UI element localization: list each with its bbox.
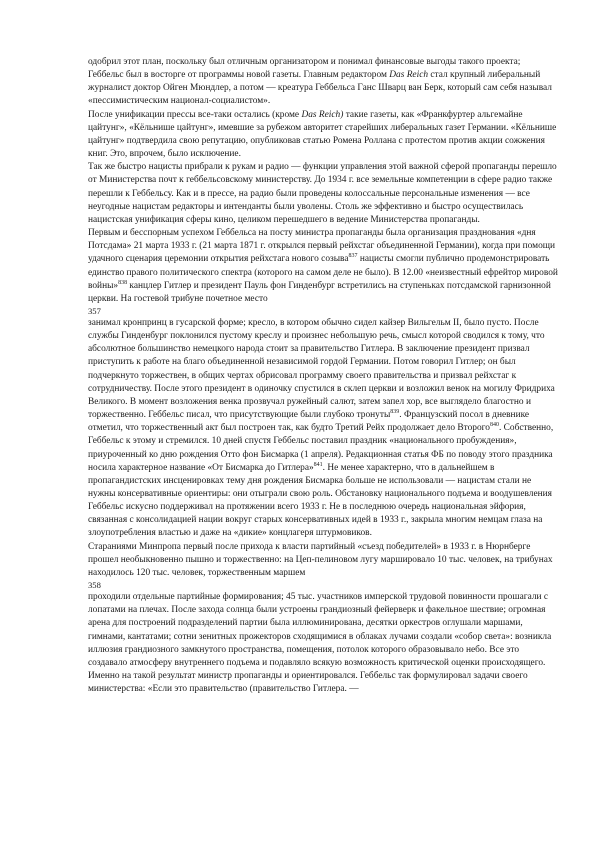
page-number-text: 358 — [88, 580, 101, 591]
text-run: . Не менее характерно, что в дальнейшем в пропагандистских инсценировках тему дня рождения Бисмарка больше не использовали — нацистам стали не нужны консервативные ориентиры: они отыграли свою роль. Обстановку национального подъема и воодушевления Геббельс искусно поддерживал на протяжении всего 1933 г. Не в последнюю очередь национальная эйфория, связанная с консолидацией нации вокруг старых консервативных идей в 1933 г., закрыла многим немцам глаза на злоупотребления властью и даже на «дикие» концлагеря штурмовиков. — [88, 462, 552, 539]
text-run: Первым и бесспорным успехом Геббельса на посту министра пропаганды была организация празднования «дня Потсдама» 21 марта 1933 г. (21 марта 1871 г. открылся первый рейхстаг объединенной Германии), когда при помощи удачного сценария церемонии открытия рейхстага нового созыва — [88, 228, 555, 265]
text-run: такие газеты, как «Франкфуртер альгемайне цайтунг», «Кёльнише цайтунг», имевшие за рубежом авторитет старейших либеральных газет Германии. «Кёльнише цайтунг» подтвердила свою репутацию, опубликовав статью Ромена Роллана с протестом против акции сожжения книг. Это, впрочем, было исключение. — [88, 109, 557, 160]
footnote-ref: 839 — [390, 408, 400, 415]
italic-title: Das Reich) — [301, 109, 344, 120]
document-page — [88, 56, 558, 696]
paragraph — [88, 161, 558, 227]
paragraph — [88, 56, 558, 109]
text-run: одобрил этот план, поскольку был отличным организатором и понимал финансовые выгоды такого проекта; Геббельс был в восторге от программы новой газеты. Главным редактором — [88, 57, 521, 81]
footnote-ref: 841 — [313, 461, 323, 468]
text-run: стал крупный либеральный журналист доктор Ойген Мюндлер, а потом — креатура Геббельса Ганс Шварц ван Берк, который сам себя называл «пессимистическим национал-социалистом». — [88, 70, 552, 107]
text-run: . Собственно, Геббельс к этому и стремился. 10 дней спустя Геббельс поставил праздник «национального пробуждения», приуроченный ко дню рождения Отто фон Бисмарка (1 апреля). Редакционная статья ФБ по поводу этого праздника носила характерное название «От Бисмарка до Гитлера» — [88, 423, 554, 473]
text-run: проходили отдельные партийные формирования; 45 тыс. участников имперской трудовой повинности прошагали с лопатами на плечах. После захода солнца были устроены грандиозный фейерверк и факельное шествие; огромная арена для построений подразделений партии была иллюминирована, десятки оркестров оглушали маршами, гимнами, кантатами; сотни зенитных прожекторов сходящимися в облаках лучами создали «собор света»: возникла иллюзия грандиозного замкнутого пространства, помещения, потолок которого образовывало небо. Все это создавало атмосферу внутреннего подъема и подавляло всякую возможность критической оценки происходящего. Именно на такой результат министр пропаганды и ориентировался. Геббельс так формулировал задачи своего министерства: «Если это правительство (правительство Гитлера. — — [88, 592, 552, 695]
text-run: После унификации прессы все-таки остались (кроме — [88, 109, 302, 120]
paragraph — [88, 227, 558, 306]
text-run: нацисты смогли публично продемонстрировать единство правого политического спектра (которого на самом деле не было). В 12.00 «неизвестный ефрейтор мировой войны» — [88, 254, 558, 291]
footnote-ref: 840 — [489, 422, 499, 429]
footnote-ref: 838 — [118, 279, 128, 286]
text-run: Стараниями Минпропа первый после прихода к власти партийный «съезд победителей» в 1933 г. в Нюрнберге прошел необыкновенно пышно и торжественно: на Цеп-пелиновом лугу маршировало 10 тыс. человек, на трибунах находилось 120 тыс. человек, торжественным маршем — [88, 541, 553, 578]
text-run: занимал кронпринц в гусарской форме; кресло, в котором обычно сидел кайзер Вильгельм II, было пусто. После службы Гинденбург поклонился пустому креслу и произнес небольшую речь, смысл которой сводился к тому, что абсолютное большинство немецкого народа стоит за правительство Гитлера. В заключение президент призвал приступить к работе на благо объединенной независимой гордой Германии. Потом говорил Гитлер; он был подчеркнуто торжествен, в общих чертах обрисовал программу своего правительства и призвал рейхстаг к сотрудничеству. После этого президент в одиночку спустился в склеп церкви и возложил венок на могилу Фридриха Великого. В момент возложения венка прозвучал ружейный салют, затем запел хор, все выглядело благостно и торжественно. Геббельс писал, что присутствующие были глубоко тронуты — [88, 317, 555, 421]
paragraph — [88, 317, 558, 541]
paragraph — [88, 109, 558, 162]
paragraph — [88, 591, 558, 696]
paragraph — [88, 541, 558, 580]
text-run: канцлер Гитлер и президент Пауль фон Гинденбург встретились на ступеньках потсдамской гарнизонной церкви. На гостевой трибуне почетное место — [88, 280, 551, 304]
page-number — [88, 580, 558, 591]
footnote-ref: 837 — [348, 253, 358, 260]
page-number — [88, 306, 558, 317]
italic-title: Das Reich — [389, 70, 429, 81]
text-run: . Французский посол в дневнике отметил, что торжественный акт был построен так, как будто Третий Рейх продолжает дело Второго — [88, 410, 530, 434]
page-number-text: 357 — [88, 305, 101, 316]
text-run: Так же быстро нацисты прибрали к рукам и радио — функции управления этой важной сферой пропаганды перешло от Министерства почт к геббельсовскому министерству. До 1934 г. все земельные компетенции в сфере радио также перешли к Геббельсу. Как и в прессе, на радио были проведены колоссальные персональные изменения — все неугодные нацистам редакторы и интенданты были уволены. Столь же эффективно и быстро осуществилась нацистская унификация сферы кино, целиком перешедшего в ведение Министерства пропаганды. — [88, 162, 557, 225]
